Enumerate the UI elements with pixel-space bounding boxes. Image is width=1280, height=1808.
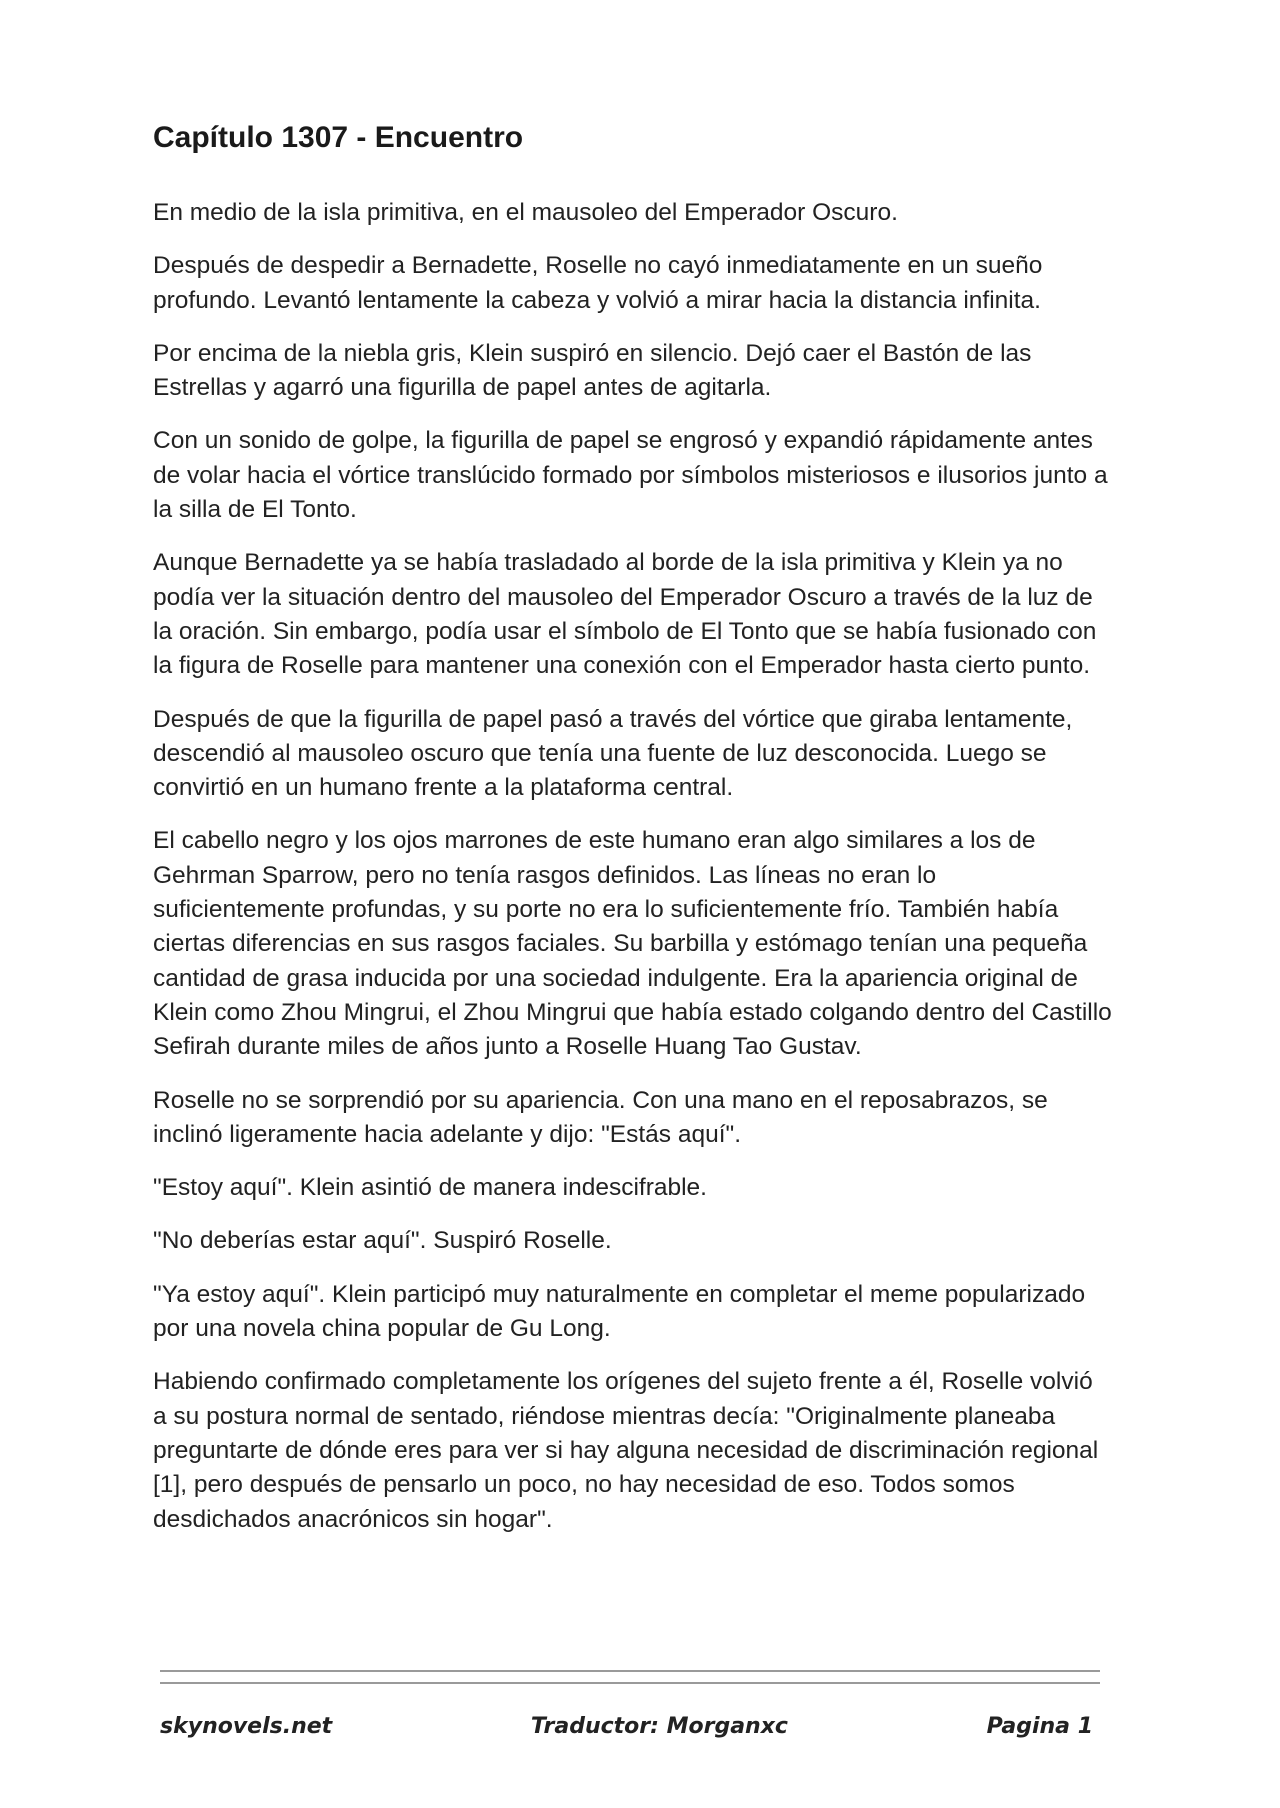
paragraph: Con un sonido de golpe, la figurilla de papel se engrosó y expandió rápidamente antes de volar hacia el vórtice translúcido formado por símbolos misteriosos e ilusorios junto a la silla de El Tonto. [153, 427, 1108, 524]
paragraph: Habiendo confirmado completamente los orígenes del sujeto frente a él, Roselle volvió a su postura normal de sentado, riéndose mientras decía: "Originalmente planeaba preguntarte de dónde eres para ver si hay alguna necesidad de discriminación regional [1], pero después de pensarlo un poco, no hay necesidad de eso. Todos somos desdichados anacrónicos sin hogar". [153, 1368, 1099, 1533]
page-footer [160, 1714, 1093, 1739]
paragraph: Después de despedir a Bernadette, Roselle no cayó inmediatamente en un sueño profundo. Levantó lentamente la cabeza y volvió a mirar hacia la distancia infinita. [153, 252, 1043, 314]
paragraph: Después de que la figurilla de papel pasó a través del vórtice que giraba lentamente, descendió al mausoleo oscuro que tenía una fuente de luz desconocida. Luego se convirtió en un humano frente a la plataforma central. [153, 705, 1073, 802]
paragraph: "No deberías estar aquí". Suspiró Roselle. [153, 1227, 612, 1255]
footer-rule-top [160, 1670, 1100, 1672]
paragraph: El cabello negro y los ojos marrones de este humano eran algo similares a los de Gehrman Sparrow, pero no tenía rasgos definidos. Las líneas no eran lo suficientemente profundas, y su porte no era lo suficientemente frío. También había ciertas diferencias en sus rasgos faciales. Su barbilla y estómago tenían una pequeña cantidad de grasa inducida por una sociedad indulgente. Era la apariencia original de Klein como Zhou Mingrui, el Zhou Mingrui que había estado colgando dentro del Castillo Sefirah durante miles de años junto a Roselle Huang Tao Gustav. [153, 827, 1112, 1061]
paragraph: Por encima de la niebla gris, Klein suspiró en silencio. Dejó caer el Bastón de las Estrellas y agarró una figurilla de papel antes de agitarla. [153, 339, 1032, 402]
paragraph: Roselle no se sorprendió por su apariencia. Con una mano en el reposabrazos, se inclinó ligeramente hacia adelante y dijo: "Estás aquí". [153, 1086, 1048, 1148]
paragraph: "Ya estoy aquí". Klein participó muy naturalmente en completar el meme popularizado por una novela china popular de Gu Long. [153, 1280, 1086, 1343]
footer-rule-bottom [160, 1682, 1100, 1684]
footer-translator: Traductor: Morganxc [530, 1714, 788, 1739]
document-body [153, 120, 1113, 1556]
footer-site: skynovels.net [160, 1714, 333, 1739]
chapter-title: Capítulo 1307 - Encuentro [153, 121, 524, 154]
paragraph: "Estoy aquí". Klein asintió de manera indescifrable. [153, 1174, 707, 1202]
paragraph: En medio de la isla primitiva, en el mausoleo del Emperador Oscuro. [153, 199, 898, 226]
footer-page-number: Pagina 1 [986, 1714, 1093, 1739]
footer-divider [160, 1670, 1100, 1694]
paragraph: Aunque Bernadette ya se había trasladado al borde de la isla primitiva y Klein ya no podía ver la situación dentro del mausoleo del Emperador Oscuro a través de la luz de la oración. Sin embargo, podía usar el símbolo de El Tonto que se había fusionado con la figura de Roselle para mantener una conexión con el Emperador hasta cierto punto. [153, 549, 1097, 680]
